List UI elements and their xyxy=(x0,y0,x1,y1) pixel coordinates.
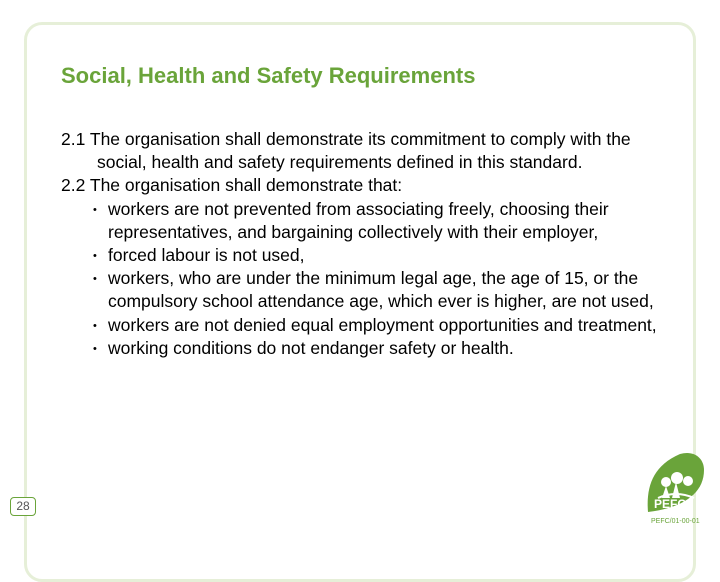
page-number: 28 xyxy=(10,497,36,516)
list-item: • workers, who are under the minimum legal age, the age of 15, or the compulsory school attendance age, which ever is higher, are not used, xyxy=(108,267,661,313)
logo-code: PEFC/01-00-01 xyxy=(651,518,700,525)
requirements-list xyxy=(61,198,661,360)
logo-brand: PEFC xyxy=(654,497,687,511)
list-item: • workers are not prevented from associating freely, choosing their representatives, and bargaining collectively with their employer, xyxy=(108,198,661,244)
paragraph-2-1: 2.1 The organisation shall demonstrate its commitment to comply with the social, health and safety requirements defined in this standard. xyxy=(61,129,631,173)
list-item: • forced labour is not used, xyxy=(108,244,661,267)
list-item: • working conditions do not endanger safety or health. xyxy=(108,337,661,360)
slide-title: Social, Health and Safety Requirements xyxy=(61,63,476,88)
list-item: • workers are not denied equal employment opportunities and treatment, xyxy=(108,314,661,337)
slide-body xyxy=(61,128,661,360)
paragraph-2-2: 2.2 The organisation shall demonstrate that: xyxy=(61,175,403,196)
